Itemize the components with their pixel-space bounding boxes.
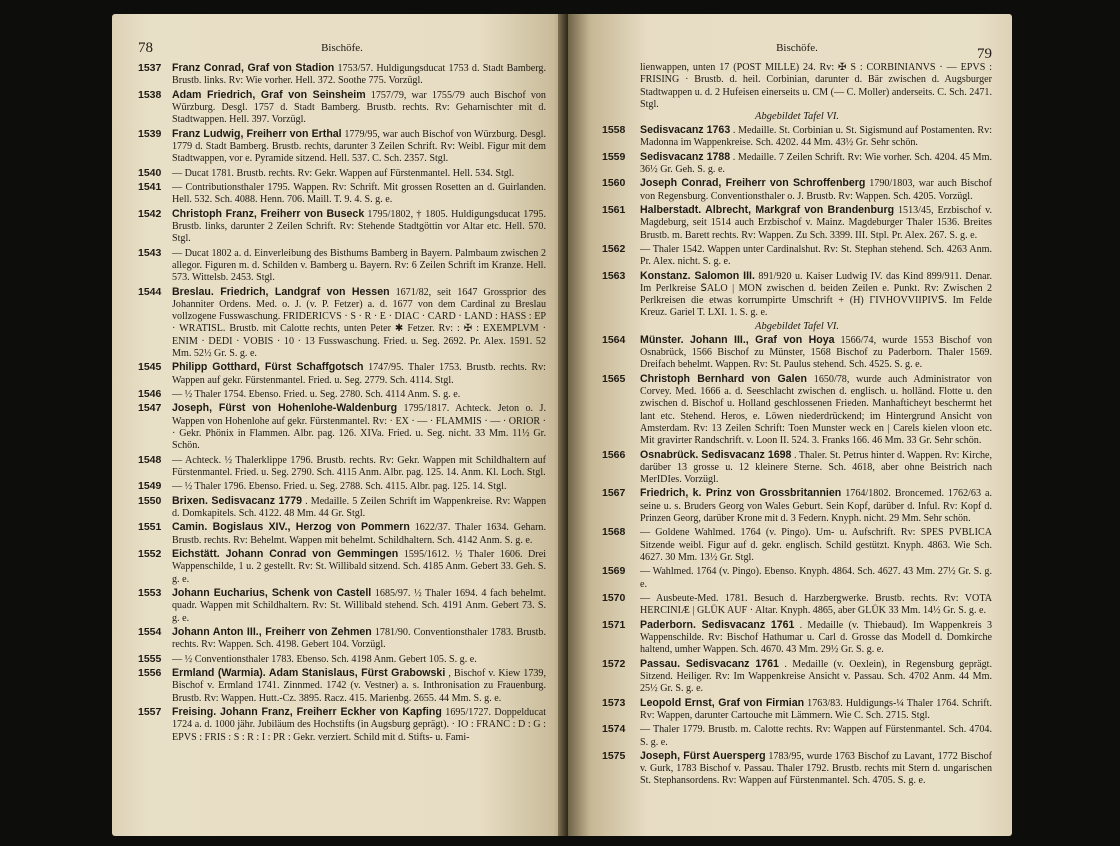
catalog-entry xyxy=(138,454,546,480)
lot-number: 1562 xyxy=(602,243,626,255)
entry-heading: Sedisvacanz 1763 xyxy=(640,124,731,136)
entry-heading: Passau. Sedisvacanz 1761 xyxy=(640,657,779,670)
catalog-entry xyxy=(138,706,546,744)
lot-number: 1558 xyxy=(602,124,626,136)
lot-number: 1573 xyxy=(602,696,626,709)
open-book xyxy=(112,8,1012,838)
entry-description: — ½ Thaler 1796. Ebenso. Fried. u. Seg. 2788. Sch. 4115. Albr. pag. 125. 14. Stgl. xyxy=(172,481,507,493)
entry-heading: Johann Eucharius, Schenk von Castell xyxy=(172,587,372,599)
lot-number: 1552 xyxy=(138,548,162,561)
right-running-head xyxy=(602,32,992,62)
catalog-entry xyxy=(138,480,546,493)
entry-heading: Franz Ludwig, Freiherr von Erthal xyxy=(172,127,342,140)
entry-description: 1671/82, seit 1647 Grossprior des Johanniter Ordens. Med. o. J. (v. P. Fetzer) a. d. 1677 von dem Cardinal zu Breslau vollzogene Fusswaschung. FRIDERICVS · S · R · E · DIAC · CARD · LAND : HASS : EP · WRATISL. Brustb. mit Calotte rechts, unten Peter ✱ Fetzer. Rv: : ✠ : EXEMPLVM · ENIM · DEDI · VOBIS · 10 · 13 Fusswaschung. Fried. u. Seg. 2692. Pr. Alex. 1591. 52 Mm. 52½ Gr. S. g. e. xyxy=(172,286,546,359)
entry-description: — Ducat 1802 a. d. Einverleibung des Bisthums Bamberg in Bayern. Palmbaum zwischen 2 allegor. Figuren m. d. Schilden v. Bamberg u. Bayern. Rv: 6 Zeilen Schrift im Kranze. Hell. 573. Wittelsb. 2453. Stgl. xyxy=(172,247,546,284)
lot-number: 1545 xyxy=(138,361,162,374)
entry-heading: Camin. Bogislaus XIV., Herzog von Pommern xyxy=(172,521,410,534)
entry-description: 891/920 u. Kaiser Ludwig IV. das Kind 899/911. Denar. Im Perlkreise ꓢALO | MON zwischen d. beiden Zeilen e. Punkt. Rv: Zwischen 2 Perlkreisen die etwas korrumpirte Umschrift + (H) ΓIVHOVVIIPIVꓢ. Im Felde Kreuz. Gariel T. LXI. 1. S. g. e. xyxy=(640,270,992,319)
catalog-entry xyxy=(602,565,992,591)
running-title: Bischöfe. xyxy=(776,42,818,54)
entry-description: 1595/1612. ½ Thaler 1606. Drei Wappenschilde, 1 u. 2 gestellt. Rv: St. Willibald sitzend. Sch. 4185 Anm. Gebert 33. Geh. S. g. e. xyxy=(172,549,546,585)
lot-number: 1537 xyxy=(138,62,162,74)
entry-heading: Brixen. Sedisvacanz 1779 xyxy=(172,494,303,507)
lot-number: 1569 xyxy=(602,565,626,578)
entry-description: — Goldene Wahlmed. 1764 (v. Pingo). Um- u. Aufschrift. Rv: SPES PVBLICA Sitzende weibl. Figur auf d. gekr. englisch. Schild gestützt. Knyph. 4863. Wie Sch. 4627. 30 Mm. 13½ Gr. Stgl. xyxy=(640,527,992,563)
entry-heading: Franz Conrad, Graf von Stadion xyxy=(172,62,335,74)
catalog-entry xyxy=(602,487,992,525)
entry-heading: Paderborn. Sedisvacanz 1761 xyxy=(640,618,795,631)
entry-description: 1685/97. ½ Thaler 1694. 4 fach behelmt. quadr. Wappen mit Schildhaltern. Rv: St. Willibald stehend. Sch. 4191 Anm. Gebert 73. S. g. e. xyxy=(172,588,547,624)
lot-number: 1570 xyxy=(602,592,626,604)
lot-number: 1556 xyxy=(138,667,162,680)
entry-heading: Joseph, Fürst Auersperg xyxy=(640,749,766,762)
catalog-entry xyxy=(602,177,992,203)
lot-number: 1565 xyxy=(602,372,626,385)
left-running-head xyxy=(138,32,546,62)
entry-description: — Ausbeute-Med. 1781. Besuch d. Harzbergwerke. Brustb. rechts. Rv: VOTA HERCINIÆ | GLÜK AUF · Altar. Knyph. 4865, aber GLÜK 33 Mm. 14½ Gr. S. g. e. xyxy=(640,593,992,617)
entry-description: — Thaler 1542. Wappen unter Cardinalshut. Rv: St. Stephan stehend. Sch. 4263 Anm. Pr. Alex. nicht. S. g. e. xyxy=(640,244,992,268)
catalog-entry xyxy=(602,124,992,150)
catalog-entry xyxy=(138,653,546,666)
entry-heading: Philipp Gotthard, Fürst Schaffgotsch xyxy=(172,361,364,374)
lot-number: 1563 xyxy=(602,269,626,282)
entry-description: . Medaille. 5 Zeilen Schrift im Wappenkreise. Rv: Wappen d. Domkapitels. Sch. 4122. 48 Mm. 44 Gr. Stgl. xyxy=(172,495,547,519)
lot-number: 1567 xyxy=(602,487,626,500)
entry-heading: Eichstätt. Johann Conrad von Gemmingen xyxy=(172,548,399,561)
catalog-entry xyxy=(138,89,546,127)
catalog-entry xyxy=(602,723,992,749)
entry-description: 1695/1727. Doppelducat 1724 a. d. 1000 jähr. Jubiläum des Hochstifts (in Augsburg geprägt). · IO : FRANC : D : G : EPVS : FRIS : S : R : I : PR : Gekr. verziert. Schild mit d. Stifts- u. Fami- xyxy=(172,707,546,743)
catalog-entry xyxy=(138,181,546,207)
entry-heading: Halberstadt. Albrecht, Markgraf von Brandenburg xyxy=(640,204,895,217)
lot-number: 1568 xyxy=(602,526,626,539)
entry-description: 1747/95. Thaler 1753. Brustb. rechts. Rv: Wappen auf gekr. Fürstenmantel. Fried. u. Seg. 2779. Sch. 4114. Stgl. xyxy=(172,362,546,386)
lot-number: 1575 xyxy=(602,749,626,762)
catalog-entry xyxy=(138,548,546,586)
entry-heading: Christoph Bernhard von Galen xyxy=(640,372,807,385)
entry-heading: Joseph, Fürst von Hohenlohe-Waldenburg xyxy=(172,402,398,415)
entry-description: 1783/95, wurde 1763 Bischof zu Lavant, 1772 Bischof v. Gurk, 1783 Bischof v. Passau. Thaler 1792. Brustb. rechts mit Stern d. ungarischen St. Stephansordens. Rv: Wappen auf Fürstenmantel. Sch. 4705. S. g. e. xyxy=(640,750,992,787)
entry-description: 1650/78, wurde auch Administrator von Corvey. Med. 1666 a. d. Seeschlacht zwischen d. englisch. u. holländ. Flotte u. den zwischen d. Bischof u. Holland geschlossenen Frieden. Manhafticheyt beschermt het lant etc. Stehend. Heros, e. Löwen niederdrückend; im Hintergrund Ansicht von Amsterdam. Rv: 13 Zeilen Schrift: Toen Munster weck en | Carels kielen vloon etc. Mit gravirter Randschrift. v. Loon II. 524. 3. Franks 166. 46 Mm. 33 Gr. Sehr schön. xyxy=(640,373,992,447)
catalog-entry xyxy=(602,592,992,618)
lot-number: 1542 xyxy=(138,207,162,220)
catalog-entry xyxy=(602,526,992,564)
entry-description: 1622/37. Thaler 1634. Geharn. Brustb. rechts. Rv: Behelmt. Wappen mit behelmt. Schildhaltern. Sch. 4142 Anm. S. g. e. xyxy=(172,522,547,546)
entry-heading: Ermland (Warmia). Adam Stanislaus, Fürst Grabowski xyxy=(172,667,446,680)
page-number: 78 xyxy=(138,40,153,56)
catalog-entry xyxy=(138,626,546,652)
entry-description: . Medaille (v. Oexlein), in Regensburg geprägt. Sitzend. Heiliger. Rv: Im Wappenkreise Ansicht v. Passau. Sch. 4702 Anm. 44 Mm. 25½ Gr. S. g. e. xyxy=(640,658,992,695)
lot-number: 1550 xyxy=(138,494,162,507)
catalog-entry xyxy=(138,495,546,521)
catalog-entry xyxy=(602,270,992,320)
entry-heading: Adam Friedrich, Graf von Seinsheim xyxy=(172,88,366,101)
lot-number: 1574 xyxy=(602,723,626,736)
continued-entry-text: lienwappen, unten 17 (POST MILLE) 24. Rv: ✠ S : CORBINIANVS · — EPVS : FRISING · Brustb. d. heil. Corbinian, darunter d. Bär zwischen d. Augsburger Stadtwappen u. d. 2 Hufeisen einerseits u. CM (— C. Moller) anderseits. C. Sch. 2471. Stgl. xyxy=(640,62,992,110)
catalog-entry xyxy=(602,151,992,177)
lot-number: 1560 xyxy=(602,177,626,190)
lot-number: 1538 xyxy=(138,88,162,101)
plate-reference: Abgebildet Tafel VI. xyxy=(755,320,839,332)
catalog-entry xyxy=(602,449,992,487)
entry-description: 1753/57. Huldigungsducat 1753 d. Stadt Bamberg. Brustb. links. Rv: Wie vorher. Hell. 372. Soothe 775. Vorzügl. xyxy=(172,63,546,87)
entry-description: 1763/83. Huldigungs-¼ Thaler 1764. Schrift. Rv: Wappen, darunter Cartouche mit Lämmern. Wie C. Sch. 2715. Stgl. xyxy=(640,697,992,721)
lot-number: 1549 xyxy=(138,480,162,493)
entry-heading: Christoph Franz, Freiherr von Buseck xyxy=(172,207,365,220)
lot-number: 1551 xyxy=(138,521,162,534)
catalog-entries-right xyxy=(602,124,992,788)
entry-description: . Thaler. St. Petrus hinter d. Wappen. Rv: Kirche, darüber 13 grosse u. 12 kleinere Sterne. Sch. 4618, aber ohne Beistrich nach MerIDIes. Vorzügl. xyxy=(640,449,992,485)
lot-number: 1544 xyxy=(138,285,162,298)
lot-number: 1554 xyxy=(138,625,162,638)
entry-heading: Sedisvacanz 1788 xyxy=(640,150,731,163)
catalog-entry xyxy=(138,402,546,452)
entry-heading: Breslau. Friedrich, Landgraf von Hessen xyxy=(172,285,390,298)
catalog-entry xyxy=(138,587,546,625)
running-title: Bischöfe. xyxy=(321,42,363,54)
catalog-entry xyxy=(138,167,546,180)
catalog-entry xyxy=(138,361,546,387)
entry-description: , Bischof v. Kiew 1739, Bischof v. Ermland 1741. Zinnmed. 1742 (v. Vestner) a. s. Inthronisation zu Frauenburg. Brustb. Rv: Wappen. Hutt.-Cz. 3895. Racz. 415. Marienbg. 2655. 44 Mm. S. g. e. xyxy=(172,668,546,704)
lot-number: 1561 xyxy=(602,204,626,217)
lot-number: 1548 xyxy=(138,453,162,466)
catalog-entry xyxy=(138,388,546,401)
entry-description: 1795/1802, † 1805. Huldigungsducat 1795. Brustb. links, darunter 2 Zeilen Schrift. Rv: Stehende Stadtgöttin vor Altar etc. Hell. 570. Stgl. xyxy=(172,208,546,245)
catalog-entry xyxy=(138,208,546,246)
lot-number: 1555 xyxy=(138,652,162,665)
entry-heading: Münster. Johann III., Graf von Hoya xyxy=(640,333,835,346)
lot-number: 1553 xyxy=(138,587,162,599)
plate-reference: Abgebildet Tafel VI. xyxy=(755,111,839,122)
lot-number: 1547 xyxy=(138,402,162,415)
entry-description: 1790/1803, war auch Bischof von Regensburg. Conventionsthaler o. J. Brustb. Rv: Wappen. Sch. 4205. Vorzügl. xyxy=(640,178,993,202)
entry-description: — Ducat 1781. Brustb. rechts. Rv: Gekr. Wappen auf Fürstenmantel. Hell. 534. Stgl. xyxy=(172,167,515,179)
entry-description: 1781/90. Conventionsthaler 1783. Brustb. rechts. Rv: Wappen. Sch. 4198. Gebert 104. Vorzügl. xyxy=(172,626,546,651)
left-page xyxy=(112,14,572,836)
lot-number: 1546 xyxy=(138,387,162,400)
lot-number: 1559 xyxy=(602,150,626,163)
catalog-entry xyxy=(602,658,992,696)
catalog-entry xyxy=(602,204,992,242)
entry-description: — ½ Thaler 1754. Ebenso. Fried. u. Seg. 2780. Sch. 4114 Anm. S. g. e. xyxy=(172,388,461,400)
right-page xyxy=(568,14,1012,836)
lot-number: 1539 xyxy=(138,127,162,140)
entry-heading: Freising. Johann Franz, Freiherr Eckher von Kapfing xyxy=(172,706,442,718)
entry-description: 1513/45, Erzbischof v. Magdeburg, seit 1514 auch Erzbischof v. Mainz. Magdeburger Thaler 1536. Breites Brustb. m. Barett rechts. Rv: Wappen. Zu Sch. 3399. III. Stpl. Pr. Alex. 267. S. g. e. xyxy=(640,205,992,241)
catalog-entries-left xyxy=(138,62,546,744)
lot-number: 1541 xyxy=(138,181,162,193)
catalog-entry xyxy=(602,373,992,448)
entry-description: . Medaille (v. Thiebaud). Im Wappenkreis 3 Wappenschilde. Rv: Bischof Hathumar u. Carl d. Grosse das Modell d. Domkirche haltend, umher Wappen. Sch. 4670. 43 Mm. 29½ Gr. S. g. e. xyxy=(640,619,992,656)
lot-number: 1566 xyxy=(602,448,626,461)
entry-description: — ½ Conventionsthaler 1783. Ebenso. Sch. 4198 Anm. Gebert 105. S. g. e. xyxy=(172,653,477,665)
catalog-entry xyxy=(602,334,992,372)
catalog-entry xyxy=(138,521,546,547)
entry-description: — Achteck. ½ Thalerklippe 1796. Brustb. rechts. Rv: Gekr. Wappen mit Schildhaltern auf Fürstenmantel. Fried. u. Seg. 2790. Sch. 4115 Anm. Albr. pag. 125. 14. Anm. Kl. Loch. Stgl. xyxy=(172,454,546,478)
lot-number: 1543 xyxy=(138,246,162,259)
catalog-entry xyxy=(138,62,546,88)
catalog-entry xyxy=(138,128,546,166)
lot-number: 1571 xyxy=(602,618,626,631)
entry-description: 1757/79, war 1755/79 auch Bischof von Würzburg. Desgl. 1757 d. Stadt Bamberg. Brustb. rechts. Rv: Geharnischter mit d. Stadtwappen. Hell. 397. Vorzügl. xyxy=(172,89,546,126)
entry-description: 1795/1817. Achteck. Jeton o. J. Wappen von Hohenlohe auf gekr. Fürstenmantel. Rv: · EX · — · FLAMMIS · — · ORIOR · · Gekr. Phönix in Flammen. Albr. pag. 126. XIVa. Fried. u. Seg. nicht. 33 Mm. 11½ Gr. Schön. xyxy=(172,403,547,452)
entry-heading: Leopold Ernst, Graf von Firmian xyxy=(640,696,805,709)
lot-number: 1540 xyxy=(138,166,162,179)
lot-number: 1564 xyxy=(602,333,626,346)
entry-description: — Wahlmed. 1764 (v. Pingo). Ebenso. Knyph. 4864. Sch. 4627. 43 Mm. 27½ Gr. S. g. e. xyxy=(640,566,992,590)
catalog-entry xyxy=(138,286,546,361)
catalog-entry xyxy=(602,619,992,657)
entry-heading: Joseph Conrad, Freiherr von Schroffenberg xyxy=(640,177,866,190)
entry-heading: Friedrich, k. Prinz von Grossbritannien xyxy=(640,487,842,500)
entry-heading: Osnabrück. Sedisvacanz 1698 xyxy=(640,448,792,461)
lot-number: 1557 xyxy=(138,706,162,718)
catalog-entry xyxy=(602,243,992,269)
entry-description: . Medaille. 7 Zeilen Schrift. Rv: Wie vorher. Sch. 4204. 45 Mm. 36½ Gr. Geh. S. g. e. xyxy=(640,151,992,175)
lot-number: 1572 xyxy=(602,657,626,670)
entry-description: 1566/74, wurde 1553 Bischof von Osnabrück, 1566 Bischof zu Münster, 1568 Bischof zu Paderborn. Thaler 1569. Dreifach behelmt. Wappen. Rv: St. Paulus stehend. Sch. 4525. S. g. e. xyxy=(640,334,993,371)
entry-heading: Konstanz. Salomon III. xyxy=(640,269,755,282)
catalog-entry xyxy=(138,247,546,285)
entry-description: 1779/95, war auch Bischof von Würzburg. Desgl. 1779 d. Stadt Bamberg. Brustb. rechts, darunter 3 Zeilen Schrift. Rv: Weibl. Figur mit dem Stadtwappen, vor e. Pyramide sitzend. Hell. 537. C. Sch. 2357. Stgl. xyxy=(172,128,546,165)
catalog-entry xyxy=(138,667,546,705)
page-number: 79 xyxy=(977,46,992,62)
catalog-entry xyxy=(602,750,992,788)
entry-description: 1764/1802. Broncemed. 1762/63 a. seine u. s. Bruders Georg von Wales Geburt. Sein Kopf, darüber d. Inful. Rv: Kopf d. Prinzen Georg, darüber Krone mit d. 3 Federn. Knyph. nicht. 29 Mm. Sehr schön. xyxy=(640,488,992,524)
entry-description: — Contributionsthaler 1795. Wappen. Rv: Schrift. Mit grossen Rosetten an d. Guirlanden. Hell. 532. Sch. 4088. Henn. 706. Maill. T. 9. 4. S. g. e. xyxy=(172,182,546,206)
entry-description: . Medaille. St. Corbinian u. St. Sigismund auf Postamenten. Rv: Madonna im Wappenkreise. Sch. 4202. 44 Mm. 43½ Gr. Sehr schön. xyxy=(640,125,993,149)
entry-heading: Johann Anton III., Freiherr von Zehmen xyxy=(172,625,372,638)
entry-description: — Thaler 1779. Brustb. m. Calotte rechts. Rv: Wappen auf Fürstenmantel. Sch. 4704. S. g. e. xyxy=(640,724,992,748)
catalog-entry xyxy=(602,697,992,723)
